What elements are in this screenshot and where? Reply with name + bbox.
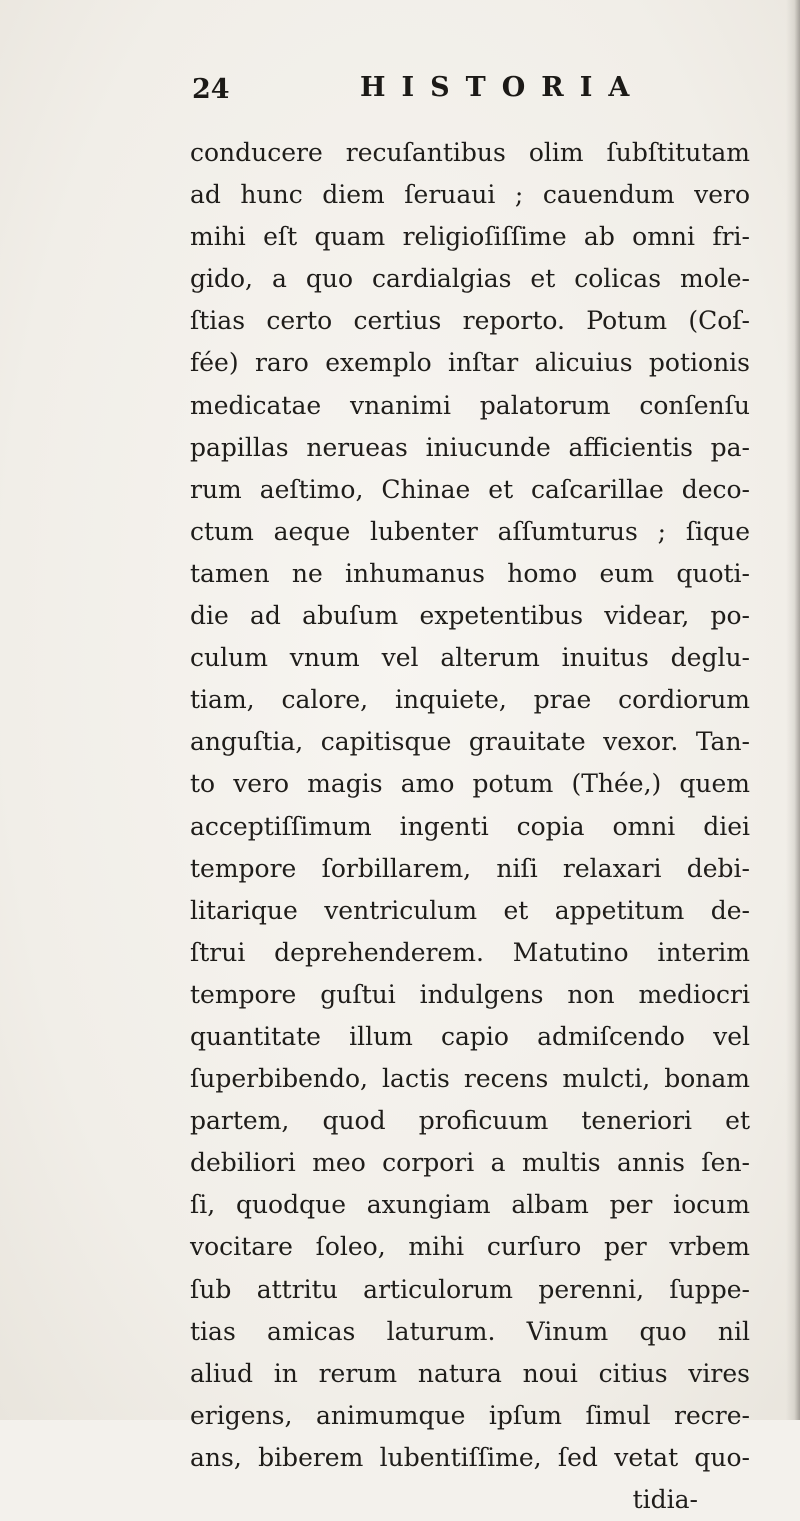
text-line: ſub attritu articulorum perenni, ſuppe- <box>190 1274 750 1304</box>
text-line: mihi eſt quam religioſiſſime ab omni fri- <box>190 222 750 252</box>
text-line: quantitate illum capio admiſcendo vel <box>190 1021 750 1051</box>
text-line: aliud in rerum natura noui citius vires <box>190 1358 750 1388</box>
text-line: tempore guſtui indulgens non mediocri <box>190 979 750 1009</box>
text-line: ans, biberem lubentiſſime, ſed vetat quo- <box>190 1442 750 1472</box>
text-line: ſtias certo certius reporto. Potum (Coſ- <box>190 306 750 336</box>
text-line: litarique ventriculum et appetitum de- <box>190 895 750 925</box>
page-header <box>0 72 800 112</box>
text-line: papillas nerueas iniucunde afficientis pa- <box>190 432 750 462</box>
text-line: acceptiſſimum ingenti copia omni diei <box>190 811 750 841</box>
text-line: die ad abuſum expetentibus videar, po- <box>190 601 750 631</box>
text-line: fée) raro exemplo inſtar alicuius potionis <box>190 348 750 378</box>
text-line: gido, a quo cardialgias et colicas mole- <box>190 264 750 294</box>
page-edge-shadow <box>786 0 800 1420</box>
body-text <box>190 132 750 1521</box>
text-line: debiliori meo corpori a multis annis ſen- <box>190 1148 750 1178</box>
text-line: tiam, calore, inquiete, prae cordiorum <box>190 685 750 715</box>
page-number: 24 <box>192 74 230 105</box>
text-line: to vero magis amo potum (Thée,) quem <box>190 769 750 799</box>
text-line: anguſtia, capitisque grauitate vexor. Tan- <box>190 727 750 757</box>
text-line: culum vnum vel alterum inuitus deglu- <box>190 643 750 673</box>
catchword: tidia- <box>632 1485 698 1514</box>
text-line: ad hunc diem ſeruaui ; cauendum vero <box>190 180 750 210</box>
text-line: erigens, animumque ipſum ſimul recre- <box>190 1400 750 1430</box>
text-line: partem, quod proficuum teneriori et <box>190 1106 750 1136</box>
text-line: conducere recuſantibus olim ſubſtitutam <box>190 138 750 167</box>
text-line: medicatae vnanimi palatorum conſenſu <box>190 390 750 420</box>
text-line: ſuperbibendo, lactis recens mulcti, bonam <box>190 1064 750 1094</box>
text-line: tamen ne inhumanus homo eum quoti- <box>190 558 750 588</box>
text-line: ſi, quodque axungiam albam per iocum <box>190 1190 750 1220</box>
text-line: ſtrui deprehenderem. Matutino interim <box>190 937 750 967</box>
running-head: HISTORIA <box>360 72 646 103</box>
text-line: tempore ſorbillarem, niſi relaxari debi- <box>190 853 750 883</box>
text-line: tias amicas laturum. Vinum quo nil <box>190 1316 750 1346</box>
text-line: ctum aeque lubenter aſſumturus ; ſique <box>190 516 750 546</box>
text-line: vocitare ſoleo, mihi curſuro per vrbem <box>190 1232 750 1262</box>
text-line: rum aeſtimo, Chinae et caſcarillae deco- <box>190 474 750 504</box>
